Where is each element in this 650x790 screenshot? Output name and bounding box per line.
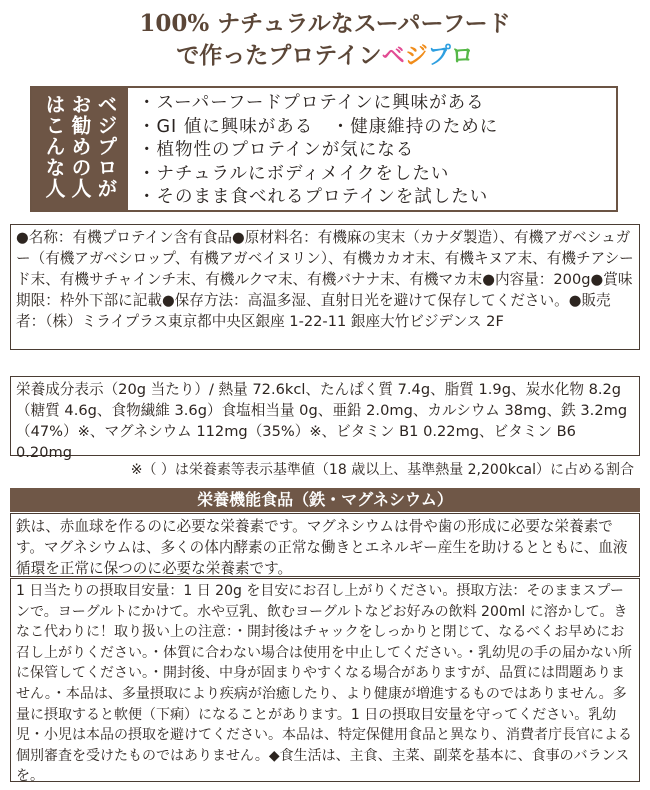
brand-logo: [382, 42, 474, 69]
function-food-box: [10, 513, 640, 577]
title-line-2: [0, 40, 650, 72]
brand-char-2: ジ: [404, 42, 428, 69]
recommend-list: [138, 92, 618, 210]
nutrition-facts-box: [10, 376, 640, 461]
usage-text: 1 日当たりの摂取目安量：1 日 20g を目安にお召し上がりください。摂取方法：そのままスプーンで。ヨーグルトにかけて。水や豆乳、飲むヨーグルトなどお好みの飲料 200ml に溶かして。きなこ代わりに！取り扱い上の注意：・開封後はチャックをしっかりと閉じて、なるべくお早めにお召し上がりください。・体質に合わない場合は使用を中止してください。・乳幼児の手の届かない所に保管してください。・開封後、中身が固まりやすくなる場合がありますが、品質には問題ありません。・本品は、多量摂取により疾病が治癒したり、より健康が増進するものではありません。多量に摂取すると軟便（下痢）になることがあります。1 日の摂取目安量を守ってください。乳幼児・小児は本品の摂取を避けてください。本品は、特定保健用食品と異なり、消費者庁長官による個別審査を受けたものではありません。◆食生活は、主食、主菜、副菜を基本に、食事のバランスを。: [16, 583, 632, 785]
brand-char-3: プ: [427, 42, 451, 69]
recommend-item: ・スーパーフードプロテインに興味がある: [138, 93, 485, 113]
recommend-box: [30, 86, 618, 212]
title-line-2-prefix: で作ったプロテイン: [176, 42, 382, 69]
recommend-item: ・GI 値に興味がある ・健康維持のために: [138, 116, 499, 137]
page-title: [0, 8, 650, 72]
vertical-column-2: お勧めの人: [68, 94, 92, 199]
title-line-1: 100% ナチュラルなスーパーフード: [139, 10, 511, 37]
recommend-item: ・ナチュラルにボディメイクをしたい: [138, 163, 450, 184]
product-info-box: [10, 224, 640, 350]
function-food-heading: 栄養機能食品（鉄・マグネシウム）: [10, 488, 640, 512]
brand-char-1: ベ: [381, 42, 405, 69]
function-food-text: 鉄は、赤血球を作るのに必要な栄養素です。マグネシウムは骨や歯の形成に必要な栄養素です。マグネシウムは、多くの体内酵素の正常な働きとエネルギー産生を助けるとともに、血液循環を正常に保つのに必要な栄養素です。: [16, 518, 628, 577]
product-info-text: ●名称：有機プロテイン含有食品●原材料名：有機麻の実末（カナダ製造）、有機アガベシュガー（有機アガベシロップ、有機アガベイヌリン）、有機カカオ末、有機キヌア末、有機チアシード末、有機サチャインチ末、有機ルクマ末、有機バナナ末、有機マカ末●内容量：200g●賞味期限：枠外下部に記載●保存方法：高温多湿、直射日光を避けて保存してください。●販売者：（株）ミライプラス東京都中央区銀座 1-22-11 銀座大竹ビジデンス 2F: [16, 229, 634, 330]
nutrition-facts-text: 栄養成分表示（20g 当たり）/ 熱量 72.6kcl、たんぱく質 7.4g、脂質 1.9g、炭水化物 8.2g（糖質 4.6g、食物繊維 3.6g）食塩相当量 0g、亜鉛 2.0mg、カルシウム 38mg、鉄 3.2mg（47%）※、マグネシウム 112mg（35%）※、ビタミン B1 0.22mg、ビタミン B6 0.20mg: [16, 381, 628, 461]
recommend-vertical-heading: [32, 88, 128, 210]
brand-char-4: ロ: [450, 42, 474, 69]
recommend-item: ・そのまま食べれるプロテインを試したい: [138, 187, 489, 207]
usage-box: [10, 578, 640, 785]
vertical-column-1: ベジプロが: [94, 94, 118, 199]
recommend-item: ・植物性のプロテインが気になる: [138, 140, 415, 160]
vertical-column-3: はこんな人: [42, 94, 66, 199]
nutrition-footnote: ※（ ）は栄養素等表示基準値（18 歳以上、基準熱量 2,200kcal）に占める割合: [130, 462, 634, 478]
